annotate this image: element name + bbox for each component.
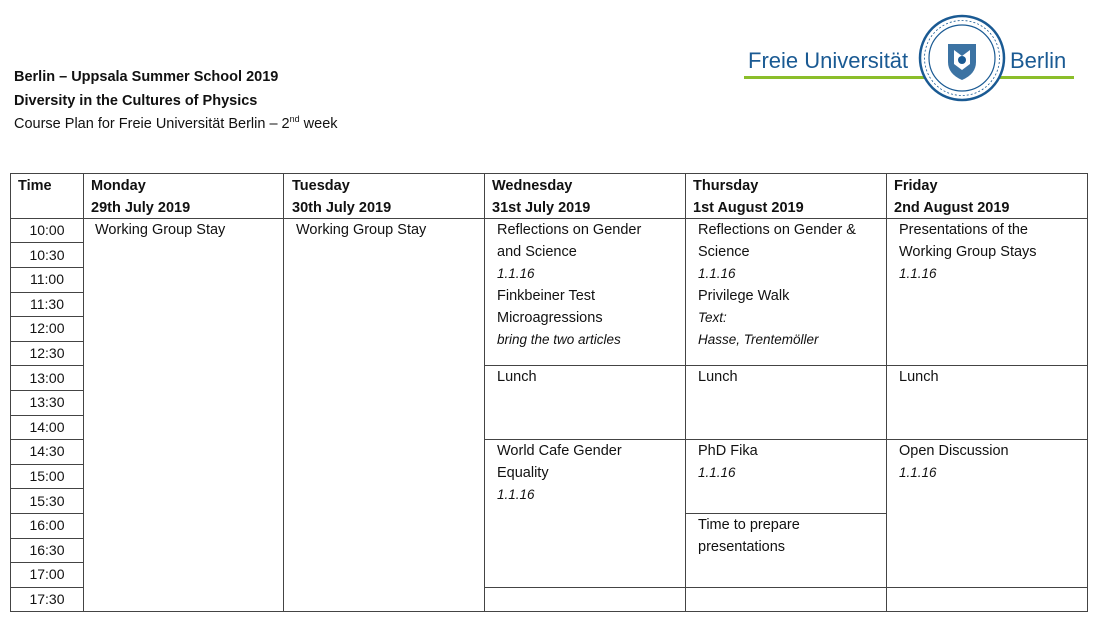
session-title-line: Reflections on Gender &: [698, 222, 856, 238]
room-label: 1.1.16: [698, 266, 736, 281]
thursday-late-session: [698, 514, 800, 558]
school-title: Berlin – Uppsala Summer School 2019: [14, 69, 279, 85]
logo-text-right: Berlin: [1010, 48, 1067, 73]
session-note: bring the two articles: [497, 332, 621, 347]
friday-date: 2nd August 2019: [894, 200, 1010, 216]
fu-berlin-logo: [744, 12, 1074, 102]
university-seal-icon: [918, 14, 1006, 102]
room-label: 1.1.16: [497, 487, 535, 502]
time-slot: 12:30: [29, 345, 65, 361]
time-slot: 14:00: [29, 419, 65, 435]
session-note: Hasse, Trentemöller: [698, 332, 819, 347]
session-title-line: Time to prepare: [698, 517, 800, 533]
session-note: Text:: [698, 310, 727, 325]
monday-header: Monday: [91, 178, 146, 194]
tuesday-header: Tuesday: [292, 178, 350, 194]
time-slot: 13:30: [29, 394, 65, 410]
time-slot: 17:30: [29, 591, 65, 607]
document-heading: [14, 66, 338, 137]
course-schedule-table: [10, 173, 1088, 612]
friday-header: Friday: [894, 178, 938, 194]
course-title: Diversity in the Cultures of Physics: [14, 92, 258, 109]
session-title-line: Finkbeiner Test: [497, 288, 596, 304]
time-slot: 16:30: [29, 542, 65, 558]
wednesday-lunch: Lunch: [497, 369, 537, 385]
monday-session: Working Group Stay: [95, 222, 226, 238]
time-slot: 14:30: [29, 443, 65, 459]
thursday-morning-session: [698, 219, 856, 351]
wednesday-morning-session: [497, 219, 641, 351]
thursday-date: 1st August 2019: [693, 200, 804, 216]
friday-lunch: Lunch: [899, 369, 939, 385]
time-slot: 15:30: [29, 493, 65, 509]
room-label: 1.1.16: [899, 266, 937, 281]
time-slot: 13:00: [29, 370, 65, 386]
course-plan-week: week: [299, 116, 338, 132]
session-title-line: Working Group Stays: [899, 244, 1037, 260]
wednesday-header: Wednesday: [492, 178, 573, 194]
session-title-line: Microagressions: [497, 310, 603, 326]
wednesday-afternoon-session: [497, 440, 622, 506]
logo-text-left: Freie Universität: [748, 48, 909, 73]
wednesday-date: 31st July 2019: [492, 200, 591, 216]
time-slot: 11:30: [30, 296, 64, 312]
session-title-line: Equality: [497, 465, 549, 481]
session-title-line: presentations: [698, 539, 786, 555]
time-slot: 10:30: [29, 247, 65, 263]
thursday-afternoon-session: [698, 440, 758, 484]
monday-date: 29th July 2019: [91, 200, 191, 216]
tuesday-session: Working Group Stay: [296, 222, 427, 238]
time-column-header: Time: [18, 178, 52, 194]
session-title-line: PhD Fika: [698, 443, 758, 459]
thursday-lunch: Lunch: [698, 369, 738, 385]
time-slot: 16:00: [29, 517, 65, 533]
time-slot: 11:00: [30, 271, 64, 287]
time-slot: 12:00: [29, 320, 65, 336]
course-plan-line: [14, 113, 338, 137]
tuesday-date: 30th July 2019: [292, 200, 392, 216]
thursday-header: Thursday: [693, 178, 759, 194]
session-title-line: Reflections on Gender: [497, 222, 642, 238]
session-title-line: Privilege Walk: [698, 288, 790, 304]
room-label: 1.1.16: [497, 266, 535, 281]
friday-morning-session: [899, 219, 1037, 285]
room-label: 1.1.16: [899, 465, 937, 480]
time-slot: 17:00: [29, 566, 65, 582]
room-label: 1.1.16: [698, 465, 736, 480]
time-slot: 10:00: [29, 222, 65, 238]
friday-afternoon-session: [899, 440, 1009, 484]
course-plan-text: Course Plan for Freie Universität Berlin – 2: [14, 116, 290, 132]
ordinal-suffix: nd: [289, 114, 300, 125]
time-slot: 15:00: [29, 468, 65, 484]
session-title-line: World Cafe Gender: [497, 443, 622, 459]
session-title-line: Presentations of the: [899, 222, 1028, 238]
session-title-line: Open Discussion: [899, 443, 1009, 459]
logo-underline: [744, 76, 1074, 79]
session-title-line: and Science: [497, 244, 577, 260]
session-title-line: Science: [698, 244, 750, 260]
